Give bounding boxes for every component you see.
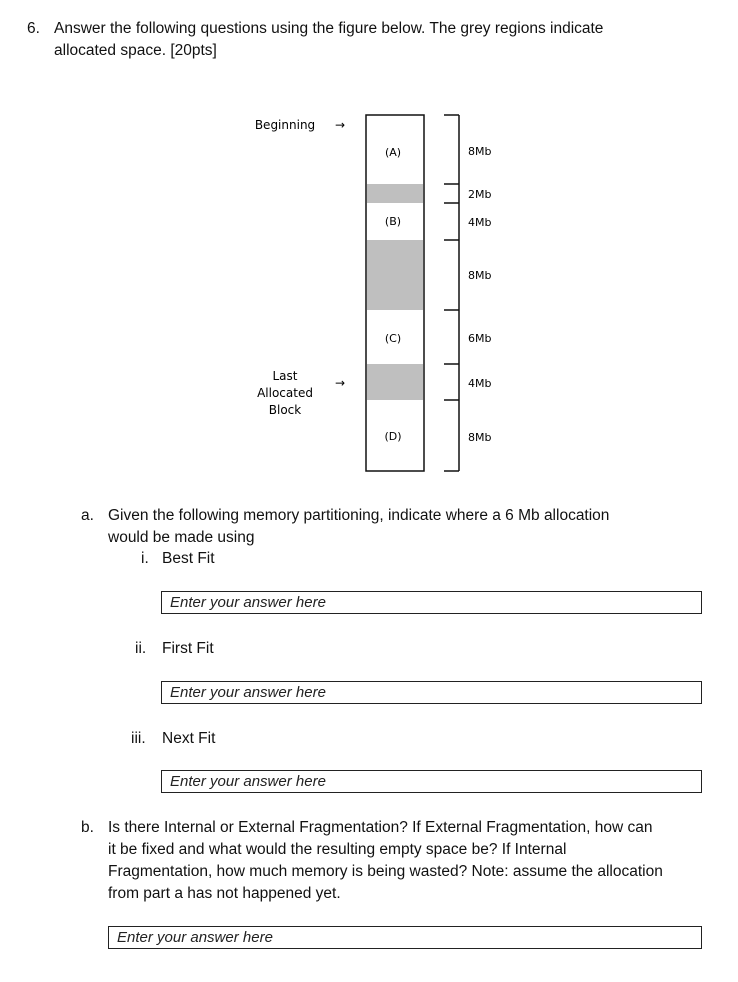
- first-fit-label: First Fit: [162, 640, 214, 657]
- size-label-allocated-3: 4Mb: [468, 377, 492, 390]
- last-allocated-label-line-2: Allocated: [257, 386, 313, 400]
- first-fit-marker: ii.: [135, 640, 147, 657]
- next-fit-marker: iii.: [131, 730, 146, 747]
- question-number: 6.: [27, 20, 40, 37]
- part-b-text-line-1: Is there Internal or External Fragmentation? If External Fragmentation, how can: [108, 819, 653, 836]
- size-label-c: 6Mb: [468, 332, 492, 345]
- beginning-arrow-icon: →: [335, 118, 346, 132]
- part-a-marker: a.: [81, 507, 94, 524]
- best-fit-answer-input[interactable]: Enter your answer here: [161, 591, 702, 614]
- block-label-c: (C): [384, 332, 402, 345]
- part-a-text-line-2: would be made using: [108, 529, 255, 546]
- size-label-allocated-2: 8Mb: [468, 269, 492, 282]
- part-b-text-line-3: Fragmentation, how much memory is being wasted? Note: assume the allocation: [108, 863, 663, 880]
- block-label-b: (B): [384, 215, 402, 228]
- beginning-label: Beginning: [254, 118, 316, 132]
- last-allocated-label-line-1: Last: [272, 369, 298, 383]
- part-b-marker: b.: [81, 819, 94, 836]
- size-label-d: 8Mb: [468, 431, 492, 444]
- question-text-line-1: Answer the following questions using the figure below. The grey regions indicate: [54, 20, 604, 37]
- size-label-allocated-1: 2Mb: [468, 188, 492, 201]
- next-fit-label: Next Fit: [162, 730, 216, 747]
- best-fit-label: Best Fit: [162, 550, 215, 567]
- next-fit-answer-input[interactable]: Enter your answer here: [161, 770, 702, 793]
- part-a-text-line-1: Given the following memory partitioning, indicate where a 6 Mb allocation: [108, 507, 610, 524]
- block-label-d: (D): [384, 430, 402, 443]
- block-label-a: (A): [384, 146, 402, 159]
- allocated-block-4mb: [367, 364, 423, 400]
- allocated-block-2mb: [367, 184, 423, 203]
- last-allocated-arrow-icon: →: [335, 376, 346, 390]
- part-b-text-line-2: it be fixed and what would the resulting empty space be? If Internal: [108, 841, 567, 858]
- size-label-b: 4Mb: [468, 216, 492, 229]
- size-label-a: 8Mb: [468, 145, 492, 158]
- question-text-line-2: allocated space. [20pts]: [54, 42, 217, 59]
- fragmentation-answer-input[interactable]: Enter your answer here: [108, 926, 702, 949]
- last-allocated-label-line-3: Block: [268, 403, 302, 417]
- part-b-text-line-4: from part a has not happened yet.: [108, 885, 341, 902]
- best-fit-marker: i.: [141, 550, 149, 567]
- allocated-block-8mb: [367, 240, 423, 310]
- size-bracket: [444, 115, 459, 471]
- first-fit-answer-input[interactable]: Enter your answer here: [161, 681, 702, 704]
